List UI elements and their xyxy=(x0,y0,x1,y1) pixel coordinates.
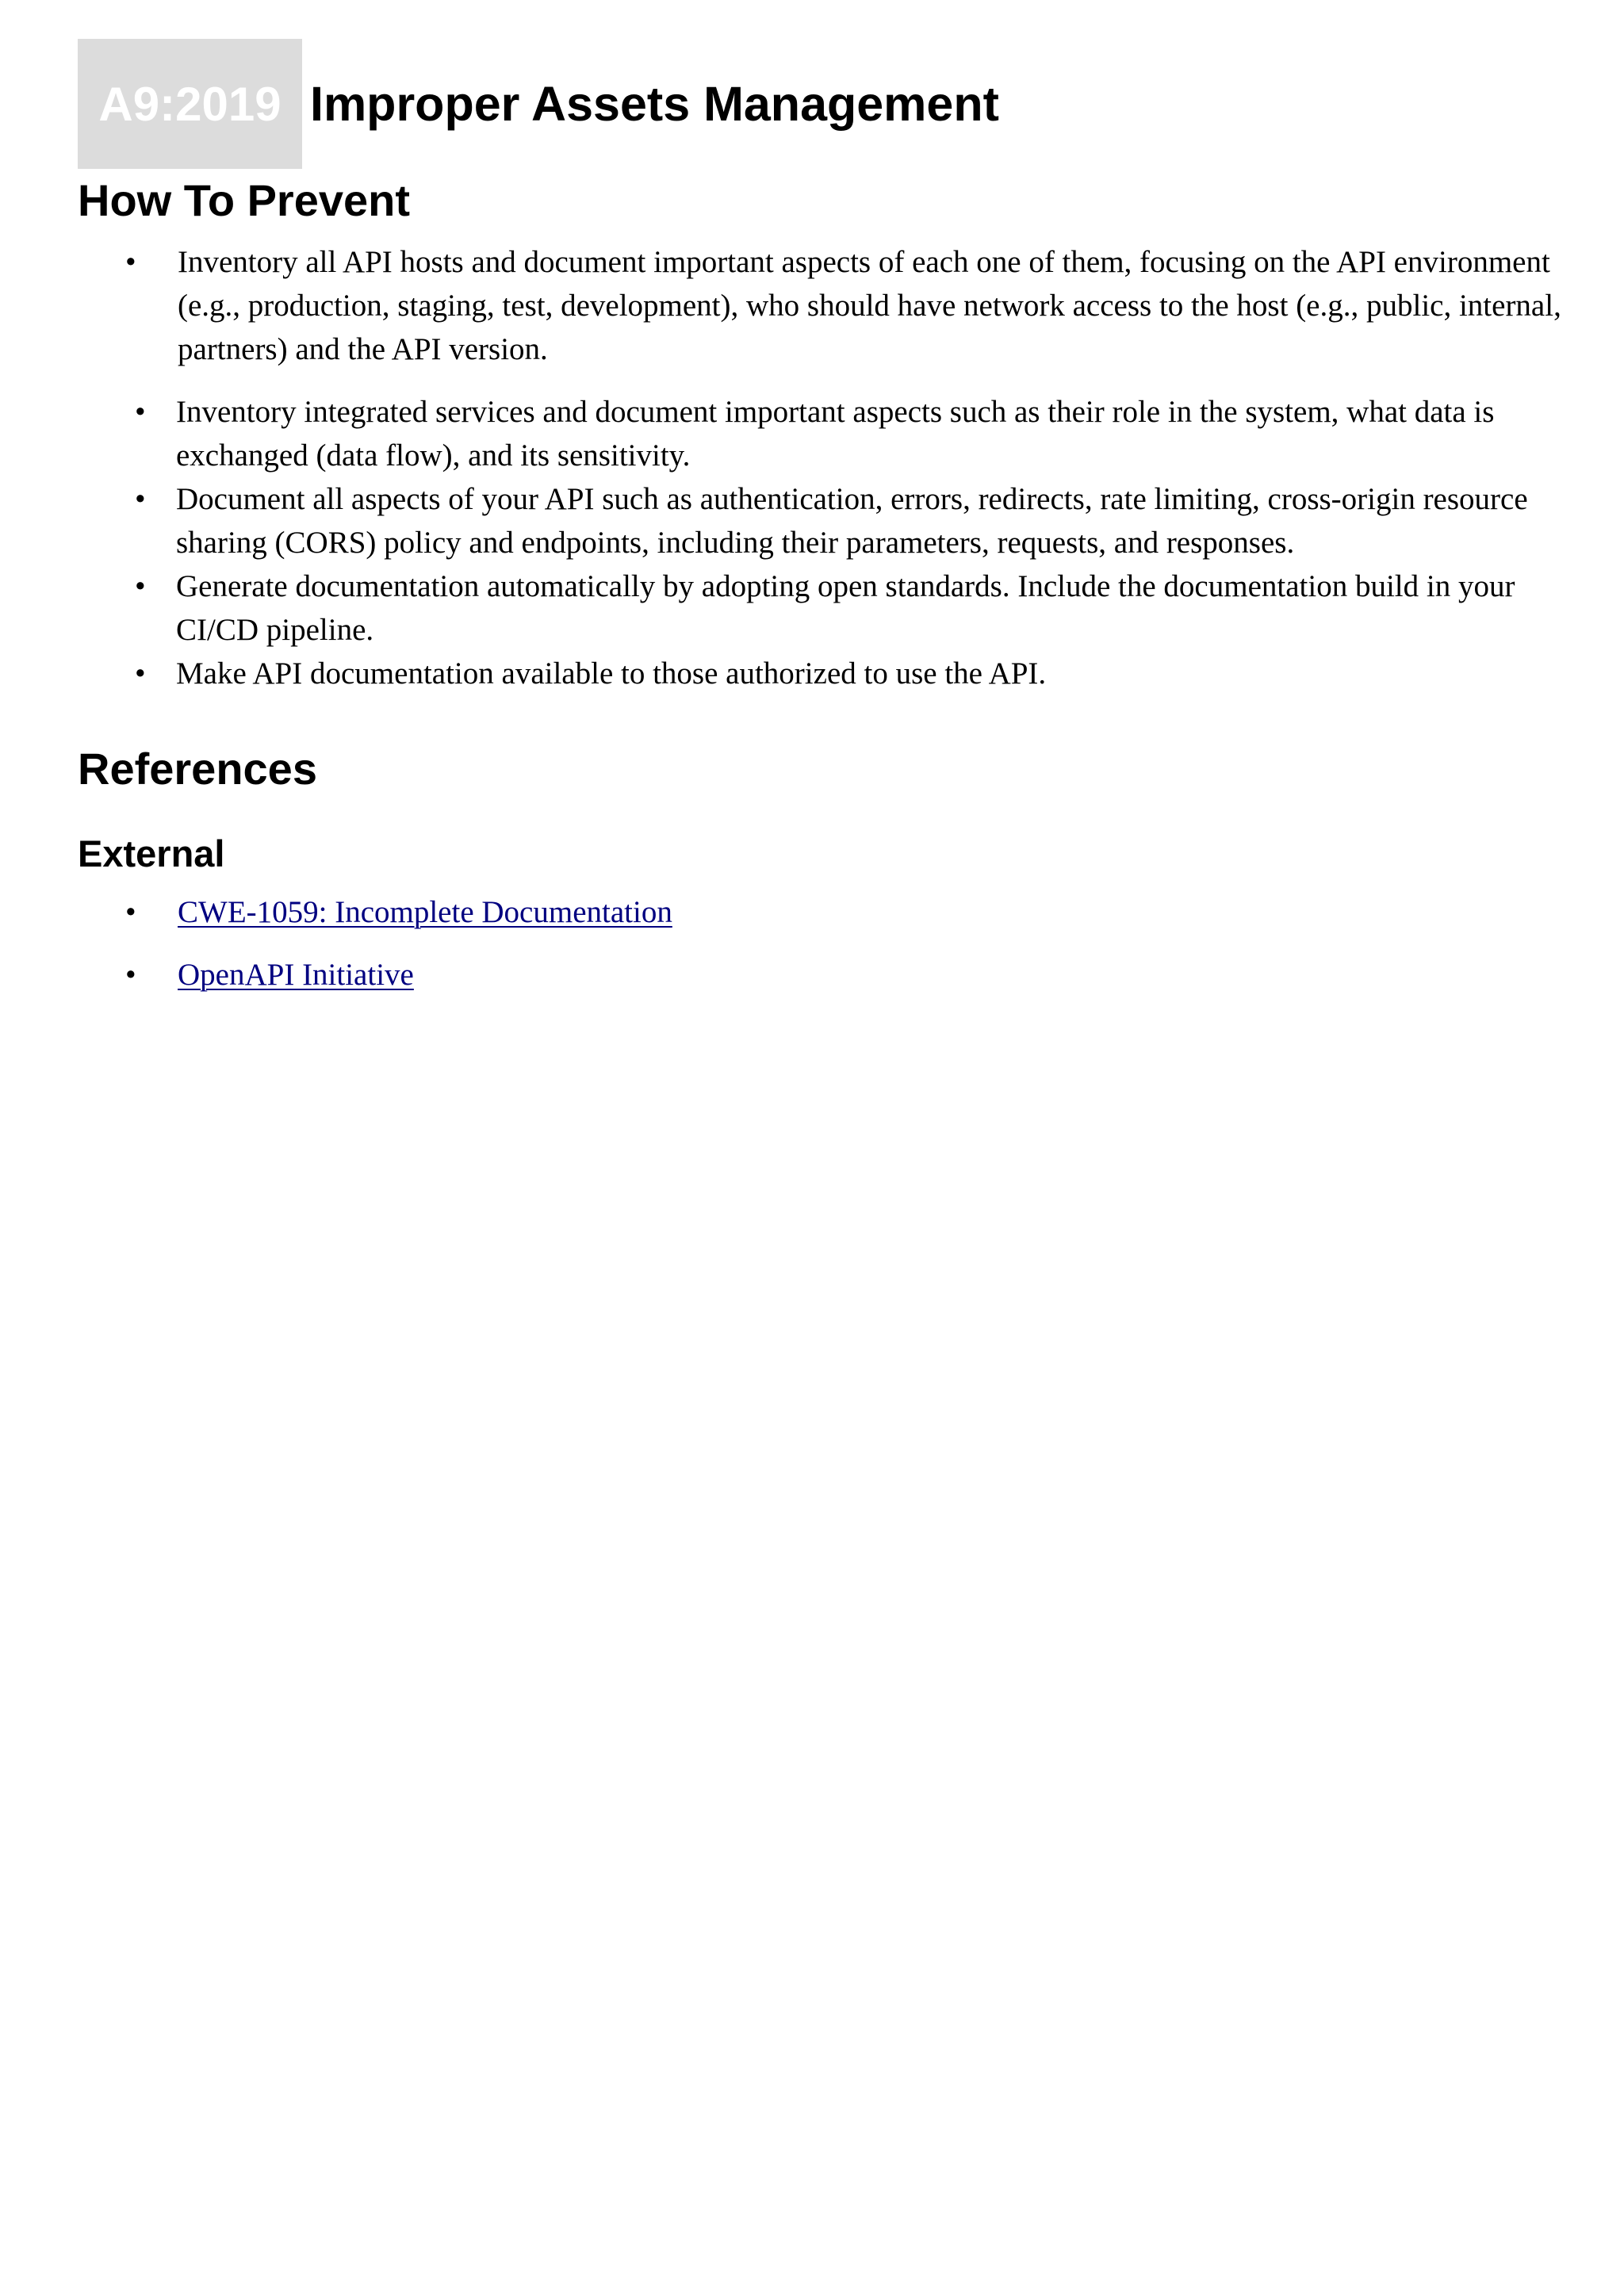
bullet-icon: • xyxy=(135,656,146,691)
bullet-icon: • xyxy=(125,958,136,992)
bullet-icon: • xyxy=(125,245,136,279)
prevent-list-item: Make API documentation available to those authorized to use the API. xyxy=(176,656,1047,691)
bullet-icon: • xyxy=(125,895,136,929)
bullet-icon: • xyxy=(135,395,146,429)
reference-list-item xyxy=(178,953,414,997)
risk-tag: A9:2019 xyxy=(78,39,302,169)
references-heading: References xyxy=(78,744,317,794)
prevent-list-item: Generate documentation automatically by adopting open standards. Include the documentation build in your CI/CD pipeline. xyxy=(176,569,1515,647)
title-row xyxy=(78,39,999,169)
external-heading: External xyxy=(78,832,225,874)
prevent-list-item: Inventory all API hosts and document important aspects of each one of them, focusing on the API environment (e.g., production, staging, test, development), who should have network access to the host (e.g., public, internal, partners) and the API version. xyxy=(178,245,1561,366)
cwe-1059-link[interactable]: CWE-1059: Incomplete Documentation xyxy=(178,895,672,929)
page-title: Improper Assets Management xyxy=(310,77,999,131)
prevent-list-item: Inventory integrated services and document important aspects such as their role in the system, what data is exchanged (data flow), and its sensitivity. xyxy=(176,395,1495,473)
reference-list-item xyxy=(178,890,672,934)
bullet-icon: • xyxy=(135,569,146,603)
openapi-initiative-link[interactable]: OpenAPI Initiative xyxy=(178,958,414,992)
bullet-icon: • xyxy=(135,482,146,516)
prevent-list-item: Document all aspects of your API such as authentication, errors, redirects, rate limiting, cross-origin resource sharing (CORS) policy and endpoints, including their parameters, requests, and responses. xyxy=(176,482,1528,560)
how-to-prevent-heading: How To Prevent xyxy=(78,175,411,225)
